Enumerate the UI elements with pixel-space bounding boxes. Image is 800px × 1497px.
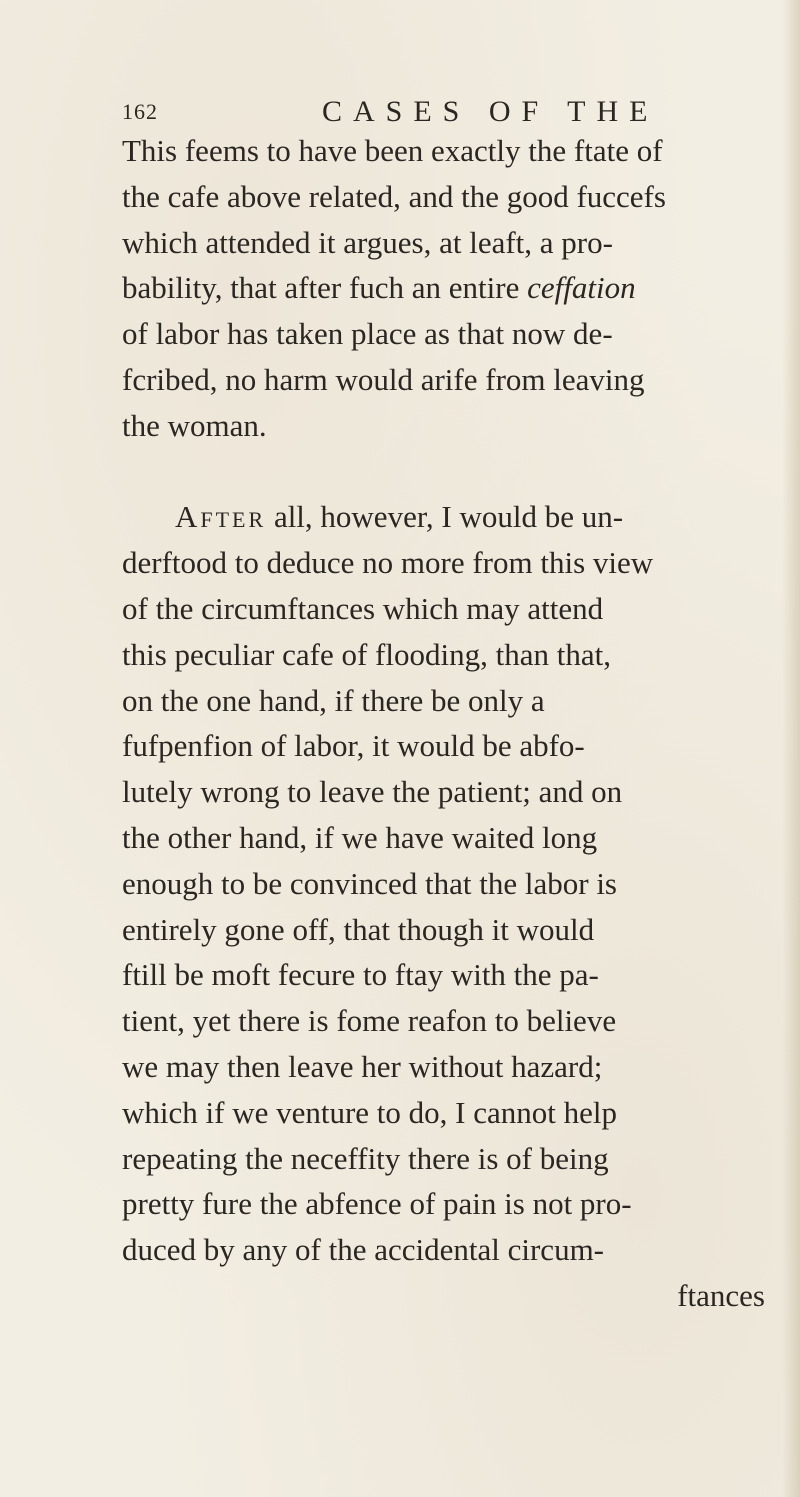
text-line: the woman. xyxy=(122,407,267,443)
text-line: the other hand, if we have waited long xyxy=(122,819,598,855)
text-line xyxy=(122,494,767,540)
text-segment: bability, that after fuch an entire xyxy=(122,270,528,306)
text-line: which if we venture to do, I cannot help xyxy=(122,1094,617,1130)
text-line: this peculiar cafe of flooding, than that, xyxy=(122,636,611,672)
paragraph-1 xyxy=(122,128,767,449)
body-text xyxy=(122,128,767,1319)
text-line: fufpenfion of labor, it would be abfo- xyxy=(122,728,585,764)
italic-term: ceffation xyxy=(527,270,636,306)
paragraph-gap xyxy=(122,449,767,495)
text-line xyxy=(122,265,767,311)
text-line: ftill be moft fecure to ftay with the pa- xyxy=(122,957,599,993)
text-line: entirely gone off, that though it would xyxy=(122,911,595,947)
text-line: we may then leave her without hazard; xyxy=(122,1048,603,1084)
text-line: This feems to have been exactly the ftate of xyxy=(122,133,663,168)
text-line: the cafe above related, and the good fuccefs xyxy=(122,178,666,214)
catchword: ftances xyxy=(677,1277,765,1313)
text-line: lutely wrong to leave the patient; and on xyxy=(122,774,623,810)
text-line: which attended it argues, at leaft, a pro- xyxy=(122,224,613,260)
page-number: 162 xyxy=(122,99,158,124)
text-line: enough to be convinced that the labor is xyxy=(122,865,618,901)
text-line: fcribed, no harm would arife from leaving xyxy=(122,361,645,397)
paragraph-2 xyxy=(122,494,767,1273)
text-line: of labor has taken place as that now de- xyxy=(122,316,613,352)
text-line: repeating the neceffity there is of being xyxy=(122,1140,609,1176)
text-line: derftood to deduce no more from this view xyxy=(122,545,654,581)
text-line: of the circumftances which may attend xyxy=(122,590,604,626)
running-head xyxy=(122,92,762,132)
page-edge-shadow xyxy=(782,0,800,1497)
text-line: on the one hand, if there be only a xyxy=(122,682,545,718)
text-line: pretty fure the abfence of pain is not pro- xyxy=(122,1186,632,1222)
text-line: tient, yet there is fome reafon to believe xyxy=(122,1003,617,1039)
text-segment: all, however, I would be un- xyxy=(266,499,624,535)
running-title: CASES OF THE xyxy=(322,95,659,128)
text-line: duced by any of the accidental circum- xyxy=(122,1232,604,1268)
small-caps-opening: After xyxy=(175,499,267,535)
